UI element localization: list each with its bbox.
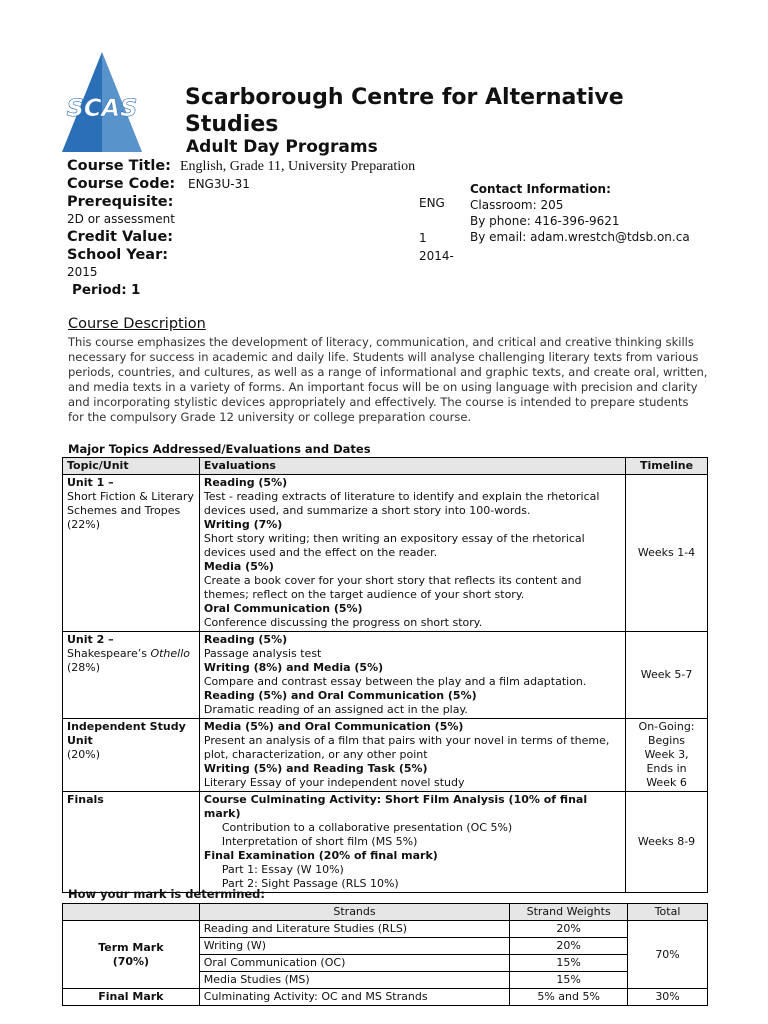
unit3-name-b: Unit [67,734,93,747]
unit3-topic [63,719,200,792]
unit1-eval3-title: Media (5%) [203,560,274,573]
prerequisite-value-b: 2D or assessment [67,212,175,226]
contact-email: By email: adam.wrestch@tdsb.on.ca [470,230,690,244]
finals-eval2-title: Final Examination (20% of final mark) [203,849,438,862]
unit1-eval1-title: Reading (5%) [203,476,288,489]
finals-eval1-title: Course Culminating Activity: Short Film Analysis (10% of final mark) [203,793,588,820]
unit3-weight: (20%) [67,748,101,761]
table-row [63,921,708,938]
finals-timeline: Weeks 8-9 [626,792,708,893]
finals-eval1-a: Contribution to a collaborative presentation (OC 5%) [221,821,513,834]
course-description-text: This course emphasizes the development of literacy, communication, and critical and creative thinking skills necessary for success in academic and daily life. Students will analyse challenging literary texts from various periods, countries, and cultures, as well as a range of informational and graphic texts, and create oral, written, and media texts in a variety of forms. An important focus will be on using language with precision and clarity and incorporating stylistic devices appropriately and effectively. The course is intended to prepare students for the compulsory Grade 12 university or college preparation course. [68,335,708,424]
course-code-label: Course Code: [67,176,176,192]
unit1-sub: Short Fiction & Literary Schemes and Tropes [67,490,194,517]
school-year-value-b: 2015 [67,265,98,279]
unit2-eval3-title: Reading (5%) and Oral Communication (5%) [203,689,477,702]
unit3-timeline-4: Ends in [646,762,687,775]
marks-table [62,903,708,1006]
marks-col-weights: Strand Weights [510,904,628,921]
unit2-eval2-title: Writing (8%) and Media (5%) [203,661,384,674]
unit2-sub-b: Othello [150,647,190,660]
table-row [63,475,708,632]
unit1-topic [63,475,200,632]
school-year-value-a: 2014- [419,249,454,263]
course-title-label: Course Title: [67,158,171,174]
term-mark-title: Term Mark [98,940,164,954]
course-description-title: Course Description [68,316,206,332]
unit1-evaluations [199,475,625,632]
topics-heading: Major Topics Addressed/Evaluations and Dates [68,442,371,456]
unit2-weight: (28%) [67,661,101,674]
final-weight: 5% and 5% [510,989,628,1006]
finals-evaluations [199,792,625,893]
col-evaluations: Evaluations [199,458,625,475]
term-mark-pct: (70%) [112,954,150,968]
unit3-eval2-text: Literary Essay of your independent novel study [203,776,465,789]
finals-topic [63,792,200,893]
unit2-topic [63,632,200,719]
unit1-weight: (22%) [67,518,101,531]
period [72,282,140,298]
program-title: Adult Day Programs [186,137,378,157]
table-row [63,989,708,1006]
unit1-eval3-text: Create a book cover for your short story that reflects its content and themes; reflect on the target audience of your short story. [203,574,582,601]
marks-col-total: Total [628,904,708,921]
school-title-line2: Studies [185,112,279,137]
finals-eval2-b: Part 2: Sight Passage (RLS 10%) [221,877,399,890]
weight-cell: 20% [510,938,628,955]
term-mark-label [63,921,200,989]
unit1-eval4-title: Oral Communication (5%) [203,602,363,615]
marks-col-blank [63,904,200,921]
unit2-timeline: Week 5-7 [626,632,708,719]
unit1-timeline: Weeks 1-4 [626,475,708,632]
unit1-name: Unit 1 – [67,476,114,489]
unit3-eval1-title: Media (5%) and Oral Communication (5%) [203,720,464,733]
finals-eval1-b: Interpretation of short film (MS 5%) [221,835,418,848]
topics-table [62,457,708,893]
col-timeline: Timeline [626,458,708,475]
strand-cell: Reading and Literature Studies (RLS) [199,921,509,938]
logo-text: SCAS [66,94,138,122]
contact-phone: By phone: 416-396-9621 [470,214,620,228]
col-topic: Topic/Unit [63,458,200,475]
unit2-eval1-title: Reading (5%) [203,633,288,646]
prerequisite-value-a: ENG [419,196,445,210]
credit-value: 1 [419,231,427,245]
period-value: 1 [130,282,141,298]
school-title [185,84,705,138]
finals-name: Finals [67,793,104,806]
unit3-timeline-2: Begins [647,734,686,747]
strand-cell: Media Studies (MS) [199,972,509,989]
contact-heading: Contact Information: [470,182,611,196]
course-code-value: ENG3U-31 [188,177,250,191]
credit-value-label: Credit Value: [67,229,174,245]
unit3-name-a: Independent Study [67,720,186,733]
unit1-eval1-text: Test - reading extracts of literature to identify and explain the rhetorical devices used, and summarize a short story into 100-words. [203,490,600,517]
contact-info [470,181,690,245]
course-title-value: English, Grade 11, University Preparation [180,159,416,174]
unit3-timeline-5: Week 6 [646,776,687,789]
marks-header-row [63,904,708,921]
table-row [63,632,708,719]
unit2-name: Unit 2 – [67,633,114,646]
unit2-eval1-text: Passage analysis test [203,647,322,660]
strand-cell: Writing (W) [199,938,509,955]
unit2-sub-a: Shakespeare’s [67,647,151,660]
marks-heading: How your mark is determined: [68,887,266,901]
unit2-eval2-text: Compare and contrast essay between the play and a film adaptation. [203,675,587,688]
unit1-eval2-text: Short story writing; then writing an expository essay of the rhetorical devices used and the effect on the reader. [203,532,585,559]
final-total: 30% [628,989,708,1006]
unit3-eval1-text: Present an analysis of a film that pairs with your novel in terms of theme, plot, characterization, or any other point [203,734,610,761]
weight-cell: 15% [510,955,628,972]
strand-cell: Oral Communication (OC) [199,955,509,972]
weight-cell: 20% [510,921,628,938]
unit3-timeline [626,719,708,792]
unit3-eval2-title: Writing (5%) and Reading Task (5%) [203,762,428,775]
school-title-line1: Scarborough Centre for Alternative [185,85,624,110]
marks-col-strands: Strands [199,904,509,921]
unit1-eval4-text: Conference discussing the progress on short story. [203,616,483,629]
table-row [63,792,708,893]
unit3-evaluations [199,719,625,792]
term-total: 70% [628,921,708,989]
contact-classroom: Classroom: 205 [470,198,564,212]
weight-cell: 15% [510,972,628,989]
final-mark-label: Final Mark [63,989,200,1006]
table-row [63,719,708,792]
unit3-timeline-1: On-Going: [638,720,695,733]
prerequisite-label: Prerequisite: [67,194,174,210]
unit2-eval3-text: Dramatic reading of an assigned act in the play. [203,703,468,716]
period-label: Period: [72,282,127,298]
finals-eval2-a: Part 1: Essay (W 10%) [221,863,344,876]
final-strand: Culminating Activity: OC and MS Strands [199,989,509,1006]
unit1-eval2-title: Writing (7%) [203,518,283,531]
school-year-label: School Year: [67,247,169,263]
topics-header-row [63,458,708,475]
unit2-evaluations [199,632,625,719]
unit3-timeline-3: Week 3, [644,748,689,761]
scas-logo [62,52,184,154]
unit2-sub [67,647,195,661]
